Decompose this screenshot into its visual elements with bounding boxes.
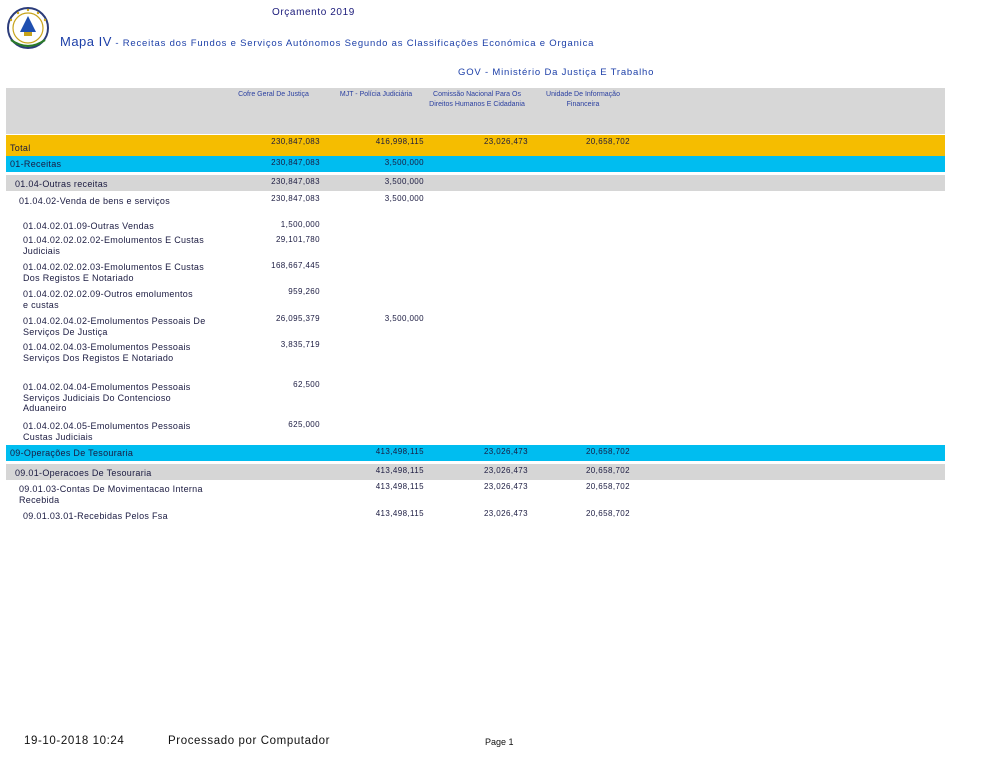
row-value: 3,500,000 xyxy=(384,177,424,186)
row-value: 20,658,702 xyxy=(585,137,630,146)
report-title-sub: - Receitas dos Fundos e Serviços Autónomos Segundo as Classificações Económica e Organica xyxy=(111,38,595,49)
row-value: 23,026,473 xyxy=(483,482,528,491)
row-value: 230,847,083 xyxy=(271,177,320,186)
row-value: 20,658,702 xyxy=(585,509,630,518)
row-value: 26,095,379 xyxy=(275,314,320,323)
row-label: 01.04.02.04.03-Emolumentos Pessoais Serviços Dos Registos E Notariado xyxy=(23,342,191,363)
row-label: 01.04.02.02.02.02-Emolumentos E Custas Judiciais xyxy=(23,235,205,256)
row-value: 413,498,115 xyxy=(375,466,424,475)
ministry-line: GOV - Ministério Da Justiça E Trabalho xyxy=(458,67,655,78)
row-value: 20,658,702 xyxy=(585,447,630,456)
row-value: 413,498,115 xyxy=(375,482,424,491)
row-value: 416,998,115 xyxy=(375,137,424,146)
row-value: 23,026,473 xyxy=(483,447,528,456)
row-value: 413,498,115 xyxy=(375,447,424,456)
budget-year-title: Orçamento 2019 xyxy=(272,7,355,18)
row-label-outras-receitas: 01.04-Outras receitas xyxy=(15,179,108,189)
row-value: 1,500,000 xyxy=(280,220,320,229)
row-label-receitas: 01-Receitas xyxy=(10,159,62,169)
row-value: 168,667,445 xyxy=(271,261,320,270)
row-label: 01.04.02.04.05-Emolumentos Pessoais Custas Judiciais xyxy=(23,421,191,442)
row-label: 01.04.02.02.02.09-Outros emolumentos e custas xyxy=(23,289,193,310)
column-header-policia: MJT - Polícia Judiciária xyxy=(339,91,413,98)
row-label-operacoes: 09.01-Operacoes De Tesouraria xyxy=(15,468,152,478)
column-header-uif: Unidade De Informação Financeira xyxy=(546,91,620,108)
report-title xyxy=(60,34,594,49)
row-value: 959,260 xyxy=(288,287,320,296)
row-value: 3,500,000 xyxy=(384,194,424,203)
row-value: 62,500 xyxy=(293,380,320,389)
row-value: 230,847,083 xyxy=(271,158,320,167)
column-header-comissao: Comissão Nacional Para Os Direitos Humanos E Cidadania xyxy=(429,91,525,108)
row-value: 20,658,702 xyxy=(585,466,630,475)
row-label-total: Total xyxy=(10,143,31,153)
footer-timestamp: 19-10-2018 10:24 xyxy=(24,735,125,747)
row-value: 23,026,473 xyxy=(483,466,528,475)
row-value: 23,026,473 xyxy=(483,509,528,518)
footer-processed: Processado por Computador xyxy=(168,735,331,747)
row-label: 09.01.03-Contas De Movimentacao Interna Recebida xyxy=(19,484,203,505)
footer-page-number: Page 1 xyxy=(485,737,514,747)
row-value: 29,101,780 xyxy=(275,235,320,244)
row-label: 01.04.02-Venda de bens e serviços xyxy=(19,196,170,206)
row-value: 230,847,083 xyxy=(271,137,320,146)
row-label: 01.04.02.04.02-Emolumentos Pessoais De Serviços De Justiça xyxy=(23,316,206,337)
row-value: 20,658,702 xyxy=(585,482,630,491)
row-label: 01.04.02.02.02.03-Emolumentos E Custas Dos Registos E Notariado xyxy=(23,262,205,283)
row-label-tesouraria: 09-Operações De Tesouraria xyxy=(10,448,134,458)
row-label: 09.01.03.01-Recebidas Pelos Fsa xyxy=(23,511,168,521)
report-title-main: Mapa IV xyxy=(60,34,112,49)
row-value: 3,500,000 xyxy=(384,158,424,167)
row-value: 625,000 xyxy=(288,420,320,429)
row-value: 23,026,473 xyxy=(483,137,528,146)
row-label: 01.04.02.01.09-Outras Vendas xyxy=(23,221,154,231)
coat-of-arms-logo xyxy=(5,6,51,52)
row-value: 3,500,000 xyxy=(384,314,424,323)
row-label: 01.04.02.04.04-Emolumentos Pessoais Serviços Judiciais Do Contencioso Aduaneiro xyxy=(23,382,191,413)
column-header-cofre: Cofre Geral De Justiça xyxy=(238,91,309,98)
row-value: 230,847,083 xyxy=(271,194,320,203)
row-value: 3,835,719 xyxy=(280,340,320,349)
row-value: 413,498,115 xyxy=(375,509,424,518)
